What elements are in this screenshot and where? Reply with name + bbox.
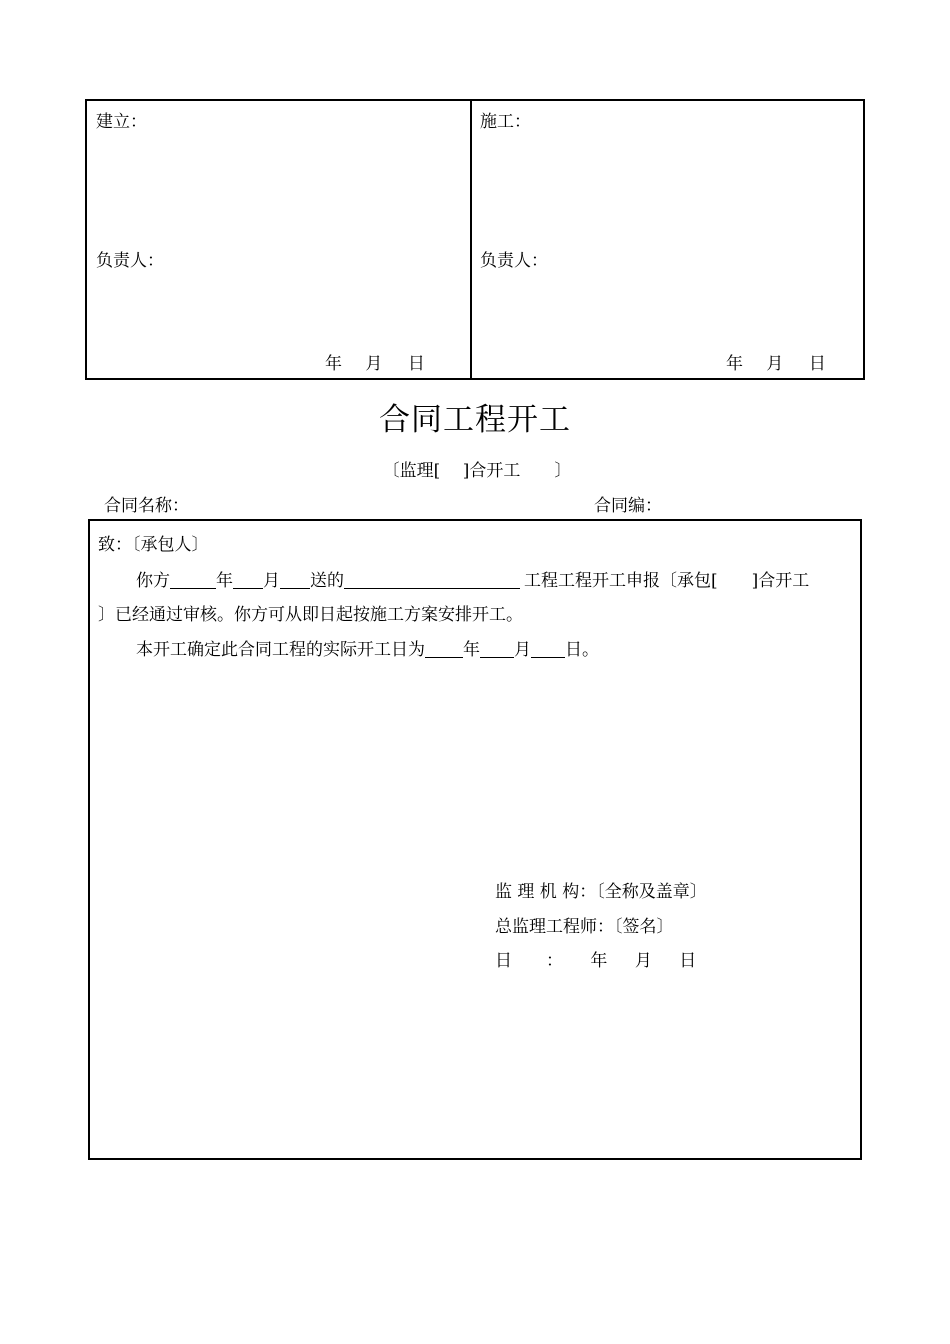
owner-date-year: 年	[325, 354, 342, 374]
owner-date	[325, 349, 425, 374]
top-approval-table	[85, 99, 865, 380]
supervision-org-line: 监 理 机 构：〔全称及盖章〕	[495, 882, 707, 902]
top-table-divider	[470, 99, 472, 380]
contractor-label: 施工：	[480, 112, 531, 132]
p1-you: 你方	[136, 571, 170, 591]
p2-year: 年	[463, 640, 480, 660]
contract-number-label: 合同编：	[594, 496, 662, 516]
contractor-date-year: 年	[726, 354, 743, 374]
owner-label: 建立：	[96, 112, 147, 132]
contractor-person-label: 负责人：	[480, 251, 548, 271]
owner-person-label: 负责人：	[96, 251, 164, 271]
p1-month: 月	[263, 571, 280, 591]
p1-project-blank	[344, 570, 520, 589]
p1-month-blank	[233, 570, 263, 589]
p2-month: 月	[514, 640, 531, 660]
p2-month-blank	[480, 639, 514, 658]
recipient-line: 致：〔承包人〕	[98, 535, 209, 555]
contractor-date	[726, 349, 826, 374]
approval-paragraph-line1	[136, 566, 809, 591]
p1-sent: 送的	[310, 571, 344, 591]
signature-date-label: 日 ：	[495, 951, 563, 971]
page-title: 合同工程开工	[379, 402, 571, 438]
p1-year-blank	[170, 570, 216, 589]
p1-day-blank	[280, 570, 310, 589]
p1-year: 年	[216, 571, 233, 591]
owner-date-month: 月	[365, 354, 383, 374]
p2-text: 本开工确定此合同工程的实际开工日为	[136, 640, 425, 660]
signature-date-day: 日	[679, 951, 697, 971]
contractor-date-month: 月	[766, 354, 784, 374]
owner-date-day: 日	[407, 354, 425, 374]
p2-day: 日。	[565, 640, 599, 660]
signature-date-month: 月	[634, 951, 652, 971]
p2-year-blank	[425, 639, 463, 658]
approval-paragraph-line2: 〕已经通过审核。你方可从即日起按施工方案安排开工。	[98, 605, 523, 625]
contractor-date-day: 日	[808, 354, 826, 374]
signature-date-year: 年	[590, 951, 608, 971]
p1-project: 工程工程开工申报〔承包[ ]合开工	[524, 571, 810, 591]
chief-engineer-line: 总监理工程师：〔签名〕	[495, 917, 674, 937]
contract-name-label: 合同名称：	[104, 496, 189, 516]
document-code: 〔监理[ ]合开工 〕	[382, 461, 572, 481]
signature-date-line	[495, 946, 696, 971]
p2-day-blank	[531, 639, 565, 658]
start-date-paragraph	[136, 635, 599, 660]
